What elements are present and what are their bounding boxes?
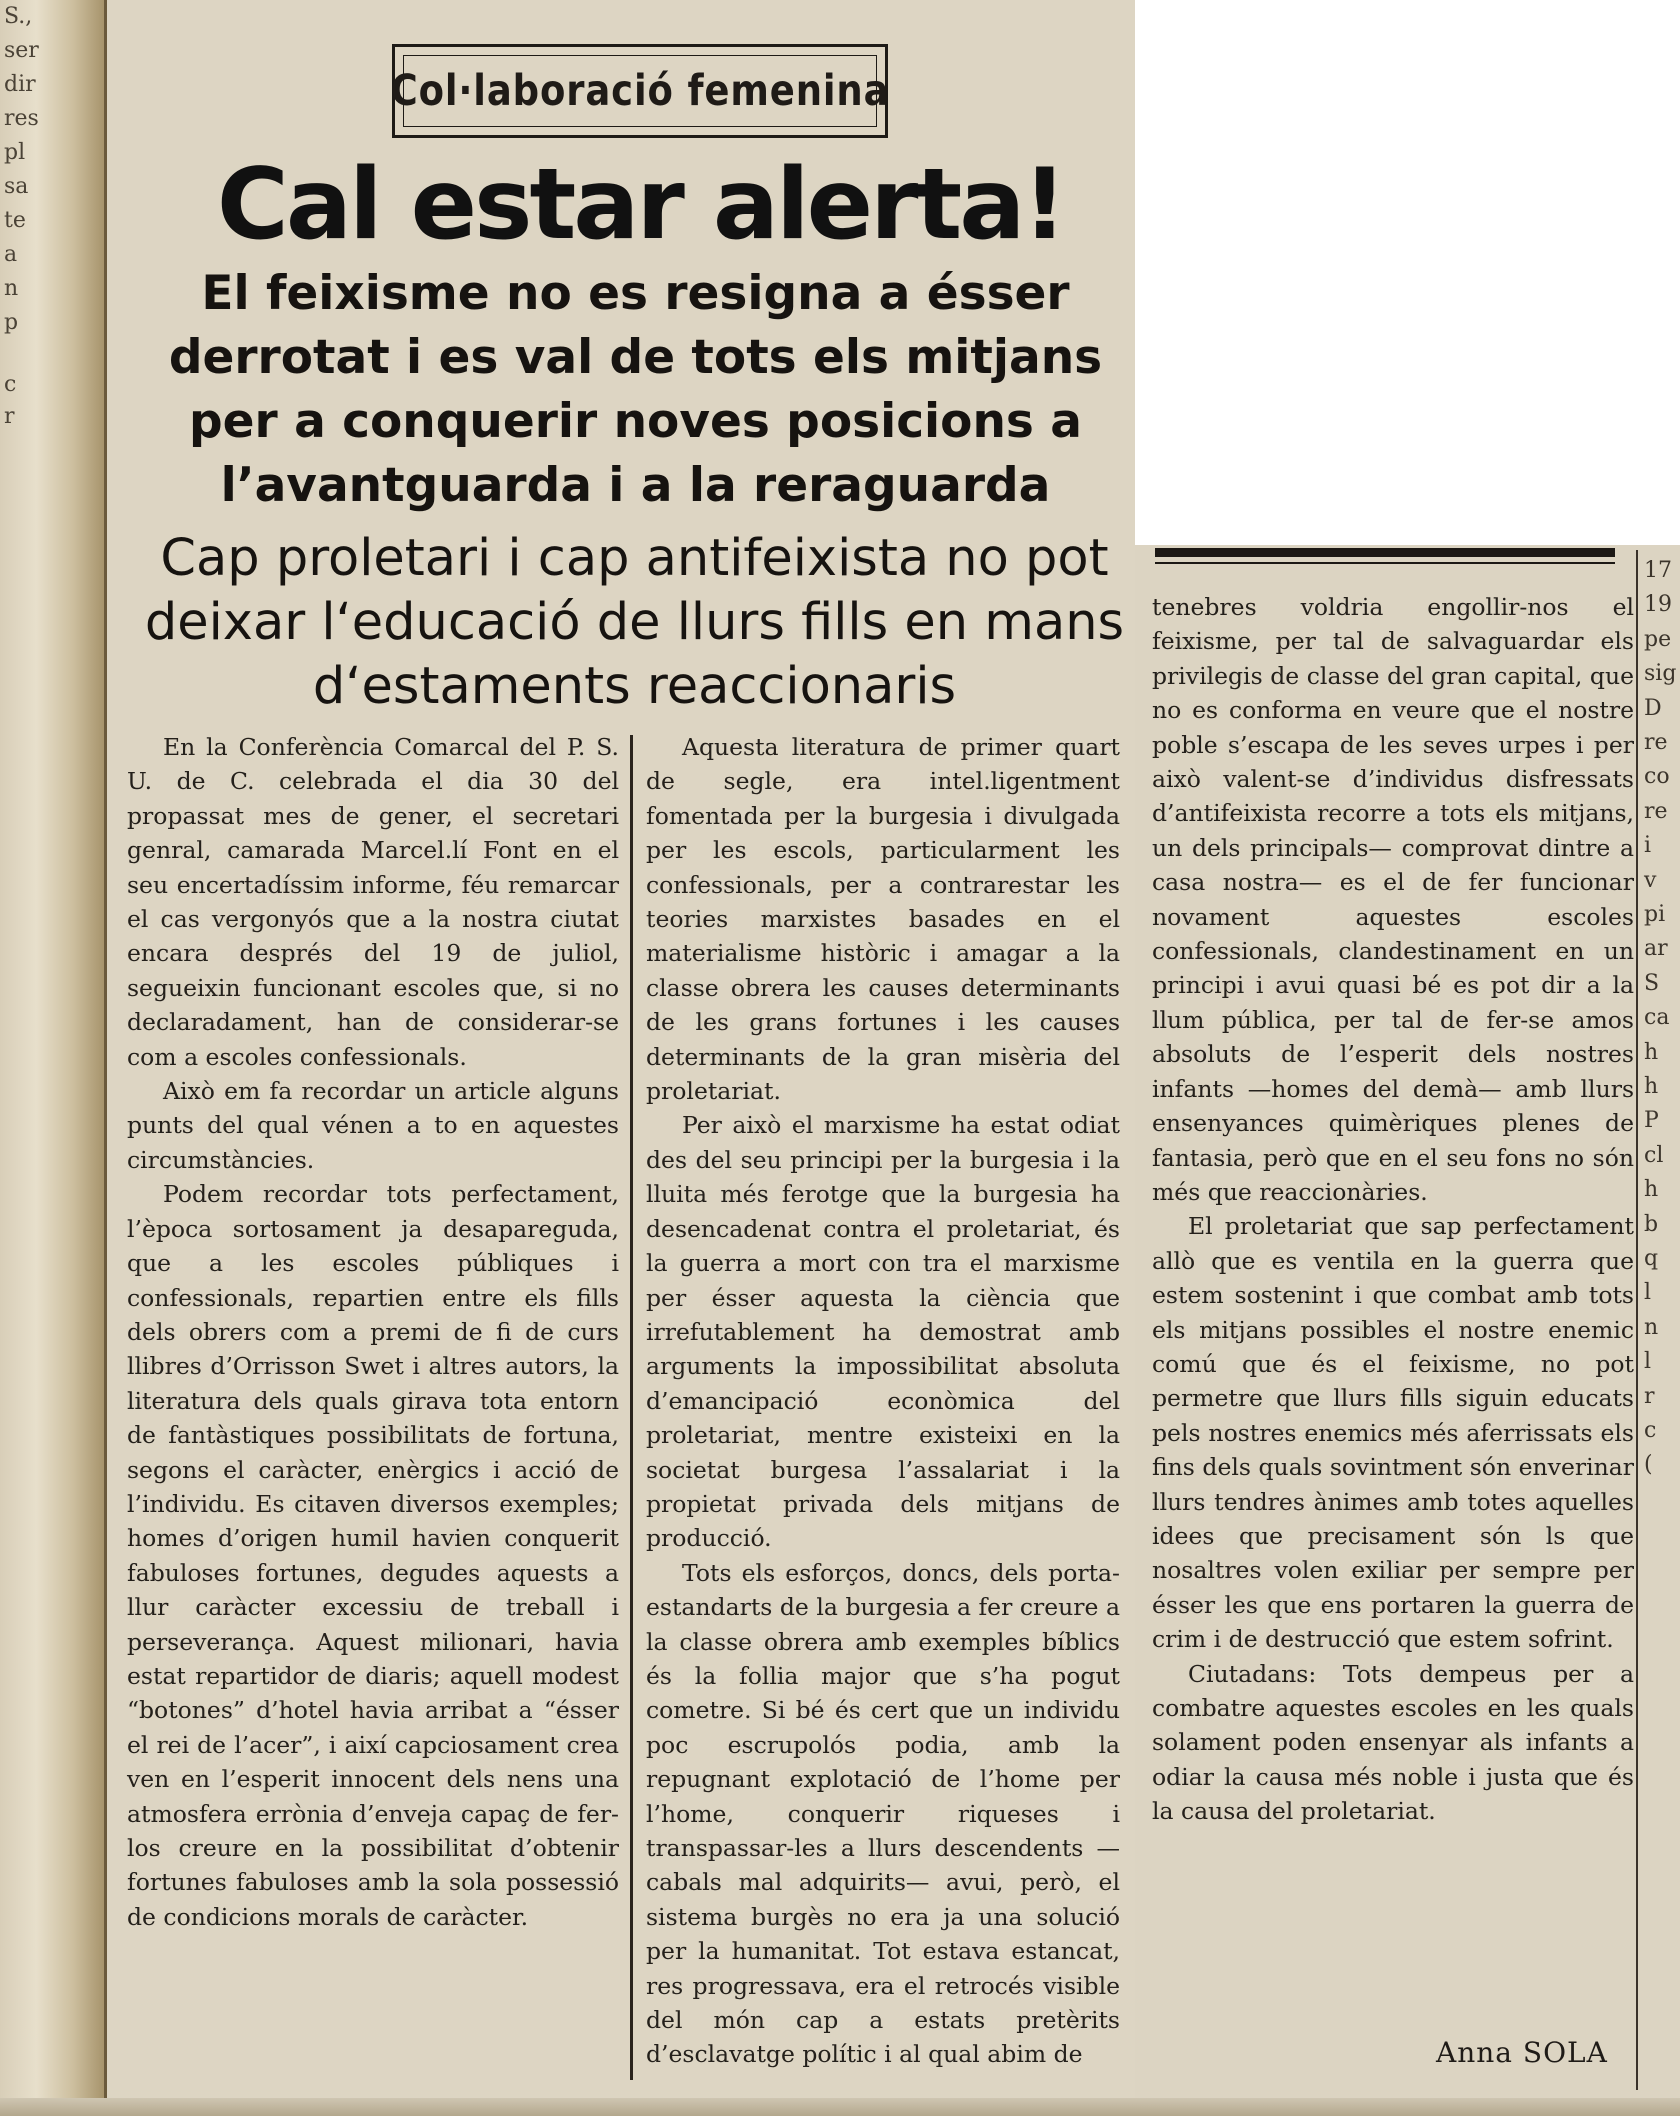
left-margin-fragment: p — [4, 310, 19, 335]
right-margin-fragment: 19 — [1644, 592, 1672, 618]
section-label: Col·laboració femenina — [390, 66, 890, 116]
left-margin-fragment: S., — [4, 4, 33, 29]
right-margin-fragment: r — [1644, 1383, 1655, 1409]
right-margin-fragment: h — [1644, 1039, 1659, 1065]
paragraph: Això em fa recordar un article alguns punts del qual vénen a to en aquestes circumstàncies. — [127, 1077, 619, 1174]
right-margin-fragment: S — [1644, 970, 1660, 996]
headline: Cal estar alerta! — [216, 148, 1065, 262]
right-margin-fragment: l — [1644, 1349, 1652, 1375]
paragraph: Aquesta literatura de primer quart de segle, era intel.ligentment fomentada per la burgesia i divulgada per les escols, particularment les confessionals, per a contrarestar les teories marxistes basades en el materialisme històric i amagar a la classe obrera les causes determinants de les grans fortunes i les causes determinants de la gran misèria del proletariat. — [646, 733, 1120, 1106]
right-margin-fragment: 17 — [1644, 558, 1672, 583]
subheadline-2: Cap proletari i cap antifeixista no pot deixar l‘educació de llurs fills en mans d‘estaments reaccionaris — [144, 529, 1125, 716]
thick-rule — [1155, 548, 1615, 557]
right-margin-fragment: l — [1644, 1280, 1652, 1306]
right-margin-fragment: re — [1644, 798, 1668, 824]
left-margin-fragment: res — [4, 106, 39, 131]
right-margin-fragment: c — [1644, 1418, 1657, 1443]
paragraph: Podem recordar tots perfectament, l’època sortosament ja desapareguda, que a les escoles públiques i confessionals, repartien entre els fills dels obrers com a premi de fi de curs llibres d’Orrisson Swet i altres autors, la literatura dels quals girava tota entorn de fantàstiques possibilitats de fortuna, segons el caràcter, enèrgics i acció de l’individu. Es citaven diversos exemples; homes d’origen humil havien conquerit fabuloses fortunes, degudes aquests a llur caràcter excessiu de treball i perseverança. Aquest milionari, havia estat repartidor de diaris; aquell modest “botones” d’hotel havia arribat a “ésser el rei de l’acer”, i així capciosament crea ven en l’esperit innocent dels nens una atmosfera errònia d’enveja capaç de fer-los creure en la possibilitat d’obtenir fortunes fabuloses amb la sola possessió de condicions morals de caràcter. — [127, 1180, 619, 1931]
section-label-box — [392, 44, 888, 138]
right-margin-fragment: b — [1644, 1211, 1659, 1237]
left-margin-fragment: te — [4, 208, 26, 233]
paragraph: Per això el marxisme ha estat odiat des del seu principi per la burgesia i la lluita més ferotge que la burgesia ha desencadenat contra el proletariat, és la guerra a mort con tra el marxisme per ésser aquesta la ciència que irrefutablement ha demostrat amb arguments la impossibilitat absoluta d’emancipació econòmica del proletariat, mentre existeixi en la societat burgesa l’assalariat i la propietat privada dels mitjans de producció. — [646, 1111, 1120, 1553]
paragraph: En la Conferència Comarcal del P. S. U. de C. celebrada el dia 30 del propassat mes de gener, el secretari genral, camarada Marcel.lí Font en el seu encertadíssim informe, féu remarcar el cas vergonyós que a la nostra ciutat encara després del 19 de juliol, segueixin funcionant escoles que, si no declaradament, han de considerar-se com a escoles confessionals. — [127, 733, 619, 1071]
paper-bottom-edge — [0, 2098, 1680, 2116]
right-margin-fragment: D — [1644, 695, 1662, 721]
left-margin-fragment: dir — [4, 72, 36, 97]
left-margin-fragment: ser — [4, 38, 39, 63]
thin-rule — [1155, 562, 1615, 564]
subheadline-1: El feixisme no es resigna a ésser derrotat i es val de tots els mitjans per a conquerir noves posicions a l’avantguarda i a la reraguarda — [168, 266, 1103, 513]
right-margin-fragment: re — [1644, 730, 1668, 755]
right-margin-fragment: P — [1644, 1108, 1659, 1134]
article-column-2 — [646, 730, 1120, 2072]
left-margin-fragment: n — [4, 276, 19, 301]
paragraph: Tots els esforços, doncs, dels porta-estandarts de la burgesia a fer creure a la classe obrera amb exemples bíblics és la follia major que s’ha pogut cometre. Si bé és cert que un individu poc escrupolós podia, amb la repugnant explotació de l’home per l’home, conquerir riqueses i transpassar-les a llurs descendents —cabals mal adquirits— avui, però, el sistema burgès no era ja una solució per la humanitat. Tot estava estancat, res progressava, era el retrocés visible del món cap a estats pretèrits d’esclavatge polític i al qual abim de — [646, 1558, 1120, 2069]
right-margin-fragment: cl — [1644, 1142, 1664, 1168]
right-margin-fragment: ca — [1644, 1005, 1670, 1031]
author-signature: Anna SOLA — [1436, 2036, 1608, 2069]
article-column-1 — [127, 730, 619, 1934]
right-margin-fragment: q — [1644, 1246, 1659, 1271]
right-margin-fragment: pi — [1644, 902, 1666, 927]
right-margin-fragment: h — [1644, 1074, 1659, 1099]
right-margin-fragment: pe — [1644, 626, 1672, 652]
right-margin-fragment: n — [1644, 1314, 1659, 1340]
paragraph: Ciutadans: Tots dempeus per a combatre aquestes escoles en les quals solament poden ensenyar als infants a odiar la causa més noble i justa que és la causa del proletariat. — [1152, 1659, 1634, 1826]
left-margin-fragment: c — [4, 372, 17, 397]
paragraph: tenebres voldria engollir-nos el feixisme, per tal de salvaguardar els privilegis de classe del gran capital, que no es conforma en veure que el nostre poble s’escapa de les seves urpes i per això valent-se d’individus disfressats d’antifeixista recorre a tots els mitjans, un dels principals— comprovat dintre a casa nostra— es el de fer funcionar novament aquestes escoles confessionals, clandestinament en un principi i avui quasi bé es pot dir a la llum pública, per tal de fer-se amos absoluts de l’esperit dels nostres infants —homes del demà— amb llurs ensenyances quimèriques plenes de fantasia, però que en el seu fons no són més que reaccionàries. — [1152, 593, 1634, 1206]
right-margin-fragment: ( — [1644, 1452, 1653, 1478]
left-margin-fragment: sa — [4, 174, 29, 199]
right-margin-fragment: i — [1644, 833, 1652, 859]
right-margin-fragment: ar — [1644, 936, 1668, 962]
right-column-divider — [1636, 550, 1638, 2090]
right-margin-fragment: sig — [1644, 661, 1677, 687]
paragraph: El proletariat que sap perfectament allò que es ventila en la guerra que estem sostenint i que combat amb tots els mitjans possibles el nostre enemic comú que és el feixisme, no pot permetre que llurs fills siguin educats pels nostres enemics més aferrissats els fins dels quals sovintment són enverinar llurs tendres ànimes amb totes aquelles idees que precisament són ls que nosaltres volen exiliar per sempre per ésser les que ens portaren la guerra de crim i de destrucció que estem sofrint. — [1152, 1212, 1634, 1654]
left-margin-fragment: r — [4, 404, 15, 429]
right-margin-fragment: co — [1644, 764, 1670, 790]
left-margin-fragment: pl — [4, 140, 26, 165]
article-column-3 — [1152, 590, 1634, 1829]
right-margin-fragment: h — [1644, 1177, 1659, 1203]
column-divider — [630, 735, 633, 2080]
left-margin-fragment: a — [4, 242, 18, 267]
right-margin-fragment: v — [1644, 867, 1657, 893]
